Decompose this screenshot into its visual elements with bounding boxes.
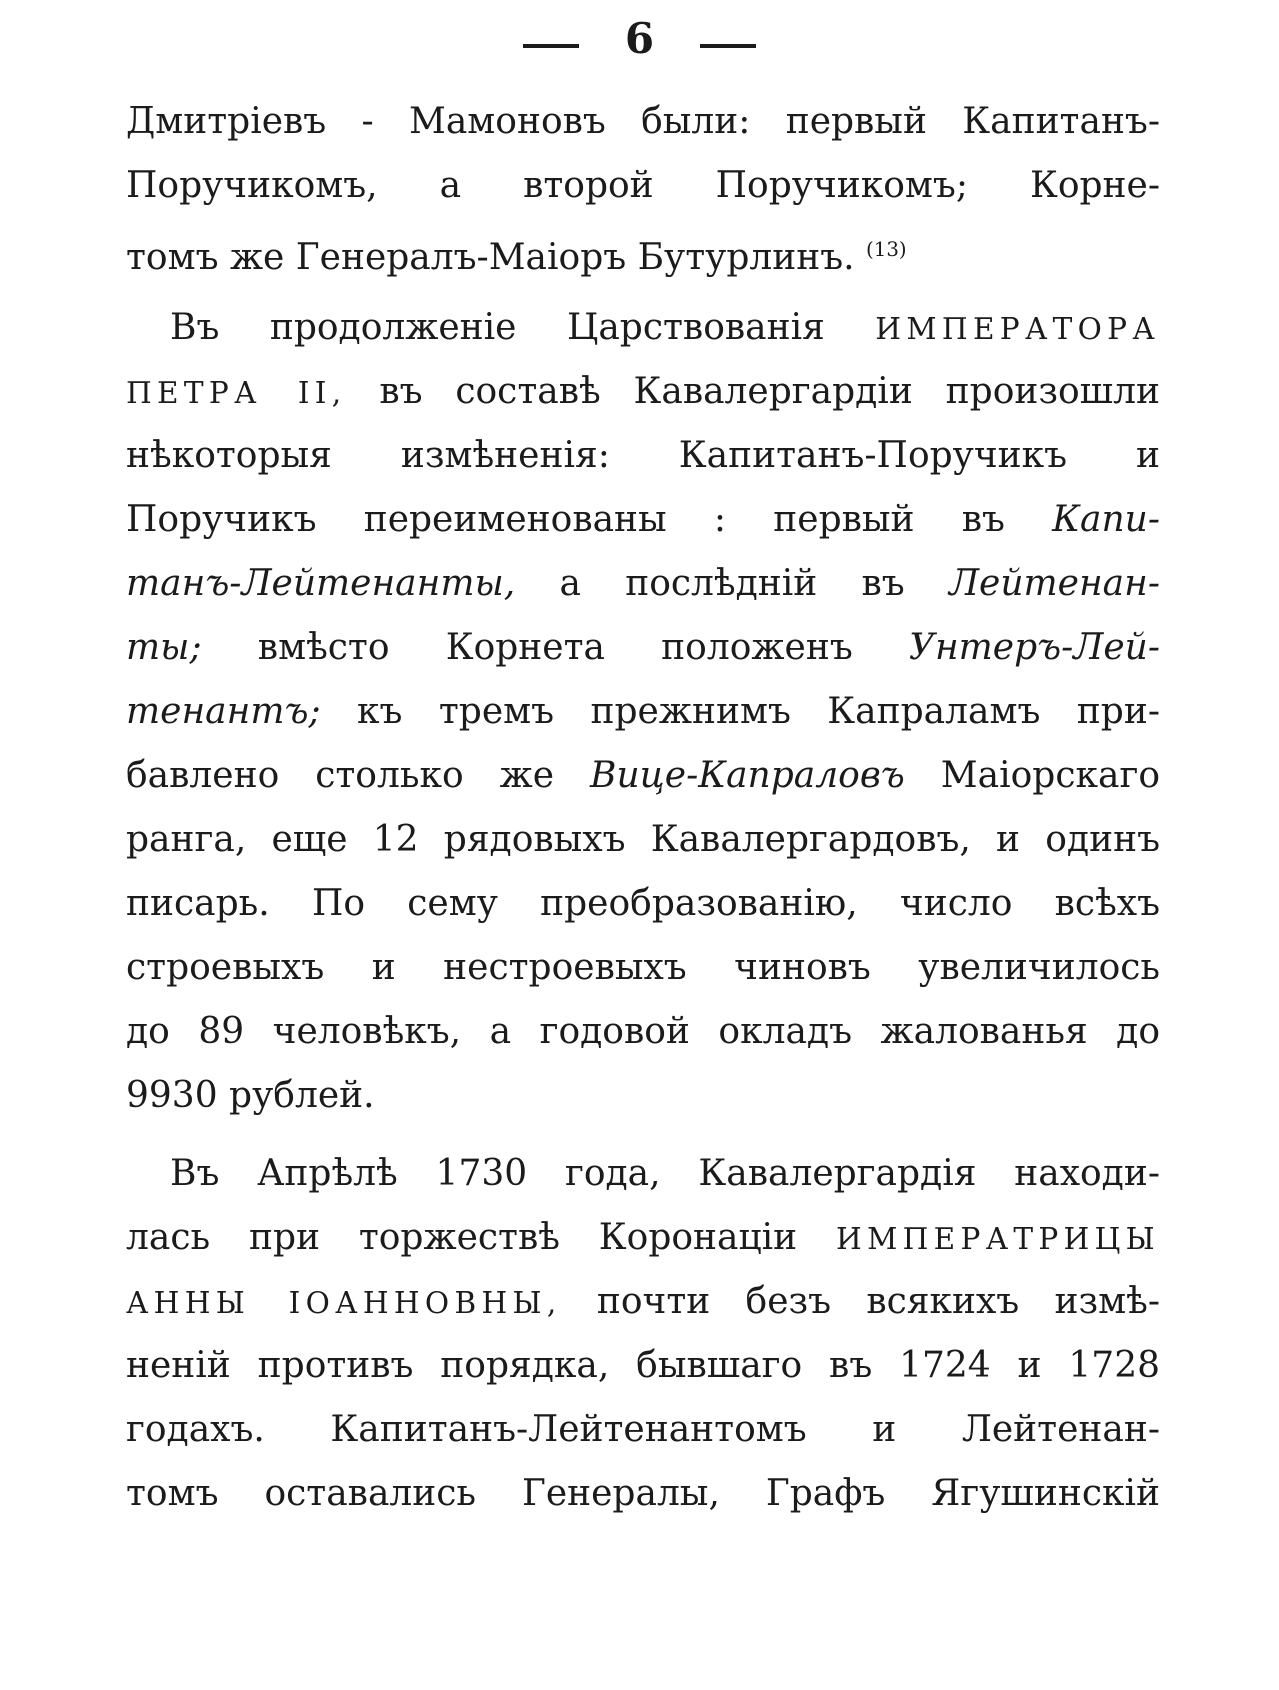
header-rule-right (700, 44, 756, 48)
text-segment: АННЫ ІОАННОВНЫ, (126, 1286, 562, 1320)
text-segment: Лейтенан- (948, 563, 1160, 604)
text-segment: неній противъ порядка, бывшаго въ 1724 и 1728 (126, 1345, 1160, 1386)
page-header (0, 14, 1279, 63)
text-line (126, 1000, 1160, 1064)
header-rule-left (523, 44, 579, 48)
text-line (126, 488, 1160, 552)
text-line (126, 936, 1160, 1000)
text-segment: томъ же Генералъ-Маіоръ Бутурлинъ. (126, 237, 867, 278)
text-line (126, 1142, 1160, 1206)
text-segment: ты; (126, 627, 202, 668)
paragraph (126, 90, 1160, 282)
text-segment: бавлено столько же (126, 755, 590, 796)
text-segment: тенантъ; (126, 691, 321, 732)
text-segment: Поручикомъ, а второй Поручикомъ; Корне- (126, 165, 1160, 206)
text-segment: Маіорскаго (904, 755, 1160, 796)
text-segment: 9930 рублей. (126, 1075, 375, 1116)
text-segment: томъ оставались Генералы, Графъ Ягушинскій (126, 1473, 1160, 1514)
paragraph (126, 1142, 1160, 1526)
text-line (126, 360, 1160, 424)
text-line (126, 1270, 1160, 1334)
text-segment: ранга, еще 12 рядовыхъ Кавалергардовъ, и одинъ (126, 819, 1160, 860)
text-line (126, 296, 1160, 360)
text-segment: а послѣдній въ (515, 563, 949, 604)
text-segment: годахъ. Капитанъ-Лейтенантомъ и Лейтенан- (126, 1409, 1160, 1450)
text-segment: до 89 человѣкъ, а годовой окладъ жалованья до (126, 1011, 1160, 1052)
text-line (126, 744, 1160, 808)
text-segment: Капи- (1052, 499, 1160, 540)
paragraph (126, 296, 1160, 1128)
text-segment: танъ-Лейтенанты, (126, 563, 516, 604)
text-line (126, 680, 1160, 744)
text-segment: лась при торжествѣ Коронаціи (126, 1217, 837, 1258)
text-segment: къ тремъ прежнимъ Капраламъ при- (320, 691, 1160, 732)
text-line (126, 872, 1160, 936)
text-segment: писарь. По сему преобразованію, число всѣхъ (126, 883, 1160, 924)
text-line (126, 1064, 1160, 1128)
text-line (126, 1462, 1160, 1526)
text-line (126, 154, 1160, 218)
text-line (126, 1398, 1160, 1462)
text-line (126, 616, 1160, 680)
text-segment: Унтеръ-Лей- (908, 627, 1160, 668)
text-line (126, 424, 1160, 488)
text-segment: Въ Апрѣлѣ 1730 года, Кавалергардія находи- (170, 1153, 1160, 1194)
text-segment: ПЕТРА II, (126, 376, 347, 410)
text-line (126, 1206, 1160, 1270)
text-segment: ИМПЕРАТРИЦЫ (836, 1222, 1160, 1256)
text-segment: Въ продолженіе Царствованія (170, 307, 876, 348)
page-number: 6 (624, 14, 655, 63)
text-segment: Дмитріевъ - Мамоновъ были: первый Капитанъ- (126, 101, 1160, 142)
text-segment: ИМПЕРАТОРА (875, 312, 1160, 346)
text-line (126, 1334, 1160, 1398)
text-line (126, 218, 1160, 282)
text-segment: вмѣсто Корнета положенъ (201, 627, 909, 668)
text-segment: строевыхъ и нестроевыхъ чиновъ увеличилось (126, 947, 1160, 988)
text-line (126, 808, 1160, 872)
text-line (126, 90, 1160, 154)
text-segment: Вице-Капраловъ (590, 755, 905, 796)
text-block (126, 90, 1160, 1526)
footnote-ref: (13) (866, 238, 907, 261)
text-segment: въ составѣ Кавалергардіи произошли (346, 371, 1160, 412)
text-segment: Поручикъ переименованы : первый въ (126, 499, 1053, 540)
text-segment: нѣкоторыя измѣненія: Капитанъ-Поручикъ и (126, 435, 1160, 476)
text-segment: почти безъ всякихъ измѣ- (561, 1281, 1161, 1322)
text-line (126, 552, 1160, 616)
